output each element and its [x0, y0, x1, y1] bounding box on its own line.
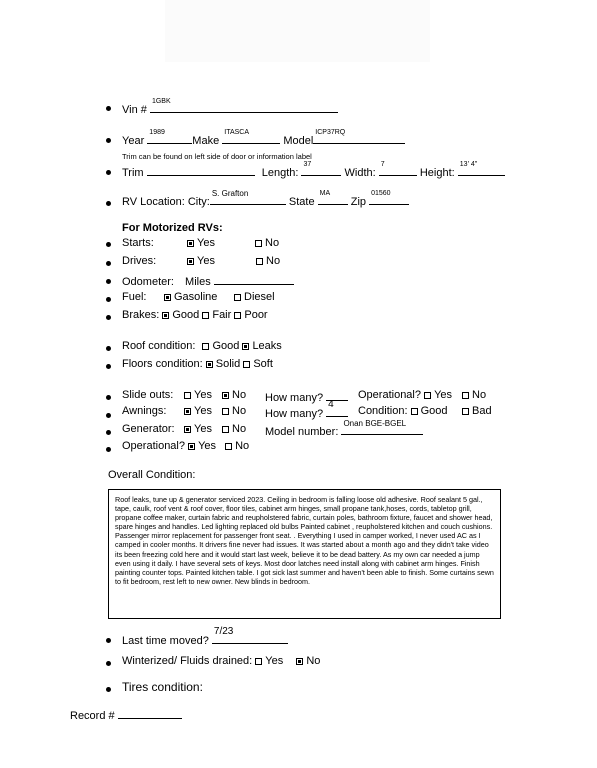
awnings-yes[interactable]	[184, 405, 212, 417]
bullet	[106, 261, 111, 266]
bullet	[106, 346, 111, 351]
length-value: 37	[303, 161, 312, 168]
bullet	[106, 315, 111, 320]
checkbox[interactable]	[184, 392, 191, 399]
trim-row	[122, 161, 505, 179]
generator-no-label: No	[232, 423, 247, 435]
bullet	[106, 242, 111, 247]
generator-model	[265, 419, 423, 438]
make-field[interactable]	[222, 129, 280, 144]
winterized-yes-label: Yes	[265, 655, 284, 667]
awnings-howmany-field[interactable]	[326, 399, 348, 417]
drives-no[interactable]	[256, 255, 280, 267]
location-row	[122, 189, 409, 208]
rv-location-label: RV Location: City:	[122, 196, 210, 208]
checkbox[interactable]	[255, 240, 262, 247]
bullet	[106, 138, 111, 143]
checkbox[interactable]	[255, 658, 262, 665]
record-label: Record #	[70, 710, 115, 722]
state-field[interactable]	[318, 190, 348, 205]
checkbox-checked[interactable]	[222, 392, 229, 399]
awnings-cond-bad[interactable]	[462, 405, 492, 417]
checkbox-checked[interactable]	[187, 258, 194, 265]
checkbox[interactable]	[411, 408, 418, 415]
zip-value: 01560	[371, 190, 391, 197]
checkbox[interactable]	[234, 312, 241, 319]
trim-note: Trim can be found on left side of door or information label	[122, 152, 312, 161]
vin-field[interactable]	[150, 98, 338, 113]
bullet	[106, 638, 111, 643]
width-value: 7	[380, 161, 385, 168]
roof-row	[122, 340, 282, 352]
vin-value: 1GBK	[151, 98, 171, 105]
slideouts-no-label: No	[232, 389, 247, 401]
brakes-fair-label: Fair	[212, 309, 232, 321]
awnings-condition	[358, 405, 448, 417]
starts-label: Starts:	[122, 237, 154, 249]
generator-yes-label: Yes	[194, 423, 212, 435]
checkbox[interactable]	[256, 258, 263, 265]
last-moved-field[interactable]	[212, 626, 288, 644]
roof-label: Roof condition:	[122, 340, 196, 352]
bullet	[106, 297, 111, 302]
year-make-model-row	[122, 129, 405, 147]
checkbox[interactable]	[202, 312, 209, 319]
length-field[interactable]	[301, 161, 341, 176]
bullet	[106, 364, 111, 369]
generator-yes[interactable]	[184, 423, 212, 435]
record-row	[70, 707, 182, 722]
length-label: Length:	[261, 167, 299, 179]
checkbox[interactable]	[222, 426, 229, 433]
bullet	[106, 430, 111, 435]
operational-row	[122, 440, 249, 452]
starts-yes[interactable]	[187, 237, 215, 249]
operational-q-label: Operational?	[122, 440, 185, 452]
checkbox-checked[interactable]	[242, 343, 249, 350]
width-field[interactable]	[379, 161, 417, 176]
op-no-label: No	[472, 389, 487, 401]
brakes-good-label: Good	[172, 309, 200, 321]
bullet	[106, 170, 111, 175]
winterized-no-label: No	[306, 655, 321, 667]
starts-yes-label: Yes	[197, 237, 215, 249]
bullet	[106, 201, 111, 206]
height-label: Height:	[419, 167, 455, 179]
model-number-value: Onan BGE-BGEL	[343, 419, 407, 428]
op-yes-label: Yes	[434, 389, 453, 401]
last-moved-value: 7/23	[213, 626, 234, 637]
roof-leaks-label: Leaks	[252, 340, 282, 352]
state-label: State	[288, 196, 315, 208]
odometer-row	[122, 273, 294, 288]
floors-row	[122, 358, 273, 370]
slideouts-howmany	[265, 389, 348, 404]
checkbox[interactable]	[202, 343, 209, 350]
winterized-label: Winterized/ Fluids drained:	[122, 655, 253, 667]
floors-soft-label: Soft	[253, 358, 273, 370]
drives-yes[interactable]	[187, 255, 215, 267]
fuel-gasoline[interactable]	[164, 291, 217, 303]
model-number-field[interactable]	[341, 419, 423, 435]
checkbox-checked[interactable]	[164, 294, 171, 301]
awnings-label: Awnings:	[122, 405, 167, 417]
operational-label: Operational?	[358, 389, 421, 401]
starts-no[interactable]	[255, 237, 279, 249]
bullet	[106, 106, 111, 111]
header-logo-area	[165, 0, 430, 62]
operational-no-label: No	[235, 440, 250, 452]
year-field[interactable]	[147, 129, 192, 144]
checkbox-checked[interactable]	[184, 408, 191, 415]
vin-label: Vin #	[122, 104, 147, 116]
howmany-label: How many?	[265, 408, 324, 420]
slideouts-operational	[358, 389, 452, 401]
make-label: Make	[192, 135, 220, 147]
last-moved-label: Last time moved?	[122, 635, 209, 647]
slideouts-op-no[interactable]	[462, 389, 486, 401]
checkbox[interactable]	[225, 443, 232, 450]
bullet	[106, 447, 111, 452]
state-value: MA	[319, 190, 331, 197]
fuel-diesel-label: Diesel	[244, 291, 275, 303]
checkbox[interactable]	[234, 294, 241, 301]
checkbox-checked[interactable]	[206, 361, 213, 368]
model-value: ICP37RQ	[315, 129, 346, 136]
city-value: S. Grafton	[211, 189, 249, 198]
checkbox-checked[interactable]	[188, 443, 195, 450]
fuel-gasoline-label: Gasoline	[174, 291, 218, 303]
checkbox[interactable]	[243, 361, 250, 368]
height-field[interactable]	[458, 161, 505, 176]
brakes-poor-label: Poor	[244, 309, 268, 321]
last-moved-row	[122, 626, 288, 647]
brakes-row	[122, 309, 268, 321]
zip-label: Zip	[350, 196, 366, 208]
motorized-heading: For Motorized RVs:	[122, 222, 223, 234]
slideouts-no[interactable]	[222, 389, 246, 401]
bullet	[106, 395, 111, 400]
checkbox-checked[interactable]	[184, 426, 191, 433]
checkbox-checked[interactable]	[187, 240, 194, 247]
condition-label: Condition:	[358, 405, 408, 417]
width-label: Width:	[344, 167, 376, 179]
checkbox[interactable]	[462, 392, 469, 399]
vin-row	[122, 98, 338, 116]
slideouts-yes-label: Yes	[194, 389, 212, 401]
operational-yes-label: Yes	[198, 440, 217, 452]
bullet	[106, 279, 111, 284]
model-field[interactable]	[313, 129, 405, 144]
bullet	[106, 687, 111, 692]
cond-bad-label: Bad	[472, 405, 492, 417]
trim-field[interactable]	[147, 164, 255, 176]
checkbox-checked[interactable]	[296, 658, 303, 665]
winterized-row	[122, 655, 320, 667]
trim-label: Trim	[122, 167, 144, 179]
city-field[interactable]	[210, 189, 286, 205]
odometer-field[interactable]	[214, 273, 294, 285]
slideouts-label: Slide outs:	[122, 389, 174, 401]
awnings-howmany-value: 4	[328, 399, 334, 410]
bullet	[106, 413, 111, 418]
year-value: 1989	[149, 129, 165, 136]
awnings-yes-label: Yes	[194, 405, 212, 417]
floors-label: Floors condition:	[122, 358, 203, 370]
generator-no[interactable]	[222, 423, 246, 435]
overall-condition-label: Overall Condition:	[108, 469, 196, 481]
model-number-label: Model number:	[265, 426, 339, 438]
checkbox-checked[interactable]	[162, 312, 169, 319]
model-label: Model	[283, 135, 314, 147]
checkbox[interactable]	[222, 408, 229, 415]
starts-no-label: No	[265, 237, 280, 249]
drives-no-label: No	[266, 255, 281, 267]
overall-condition-text[interactable]: Roof leaks, tune up & generator serviced 2023. Ceiling in bedroom is falling loose old adhesive. Roof sealant 5 gal., tape, caulk, roof vent & roof cover, floor tiles, cabinet arm hinges, small propane tank,hoses, cords, tabletop grill, propane coffee maker, curtain fabric and reupholstered fabric, curtain poles, bathroom fixture, faucet and shower head, spare hinges and handles. Led lighting replaced old bulbs Painted cabinet , reupholstered kitchen and couch cushions. Passenger mirror replacement for passenger front seat. . Everything I used in camper worked, I never used AC as I camped in cooler months. It drivers fine never had issues. It was started about a month ago and they didn't take video its been freezing cold here and it would start last week, believe it to be dead battery. As my own car needed a jump even using it daily. I have several sets of keys. Most door latches need install along with cabinet arm hinges. Finish painting counter tops. Painted kitchen table. I got sick last summer and haven't been able to finish. Some curtains sewn to fit bedroom, rest left to new owner. New blinds in bedroom.	[108, 489, 501, 619]
fuel-label: Fuel:	[122, 291, 147, 303]
generator-label: Generator:	[122, 423, 175, 435]
howmany-label: How many?	[265, 392, 324, 404]
tires-label: Tires condition:	[122, 680, 203, 694]
awnings-no-label: No	[232, 405, 247, 417]
checkbox[interactable]	[462, 408, 469, 415]
odometer-label: Odometer:	[122, 276, 174, 288]
record-field[interactable]	[118, 707, 182, 719]
roof-good-label: Good	[212, 340, 240, 352]
floors-solid-label: Solid	[215, 358, 241, 370]
bullet	[106, 661, 111, 666]
checkbox[interactable]	[424, 392, 431, 399]
awnings-no[interactable]	[222, 405, 246, 417]
make-value: ITASCA	[224, 129, 250, 136]
slideouts-yes[interactable]	[184, 389, 212, 401]
drives-label: Drives:	[122, 255, 157, 267]
year-label: Year	[122, 135, 145, 147]
brakes-label: Brakes:	[122, 309, 160, 321]
zip-field[interactable]	[369, 190, 409, 205]
cond-good-label: Good	[420, 405, 448, 417]
miles-label: Miles	[185, 276, 211, 288]
drives-yes-label: Yes	[197, 255, 215, 267]
height-value: 13' 4"	[459, 161, 478, 168]
awnings-howmany	[265, 399, 348, 420]
fuel-diesel[interactable]	[234, 291, 275, 303]
